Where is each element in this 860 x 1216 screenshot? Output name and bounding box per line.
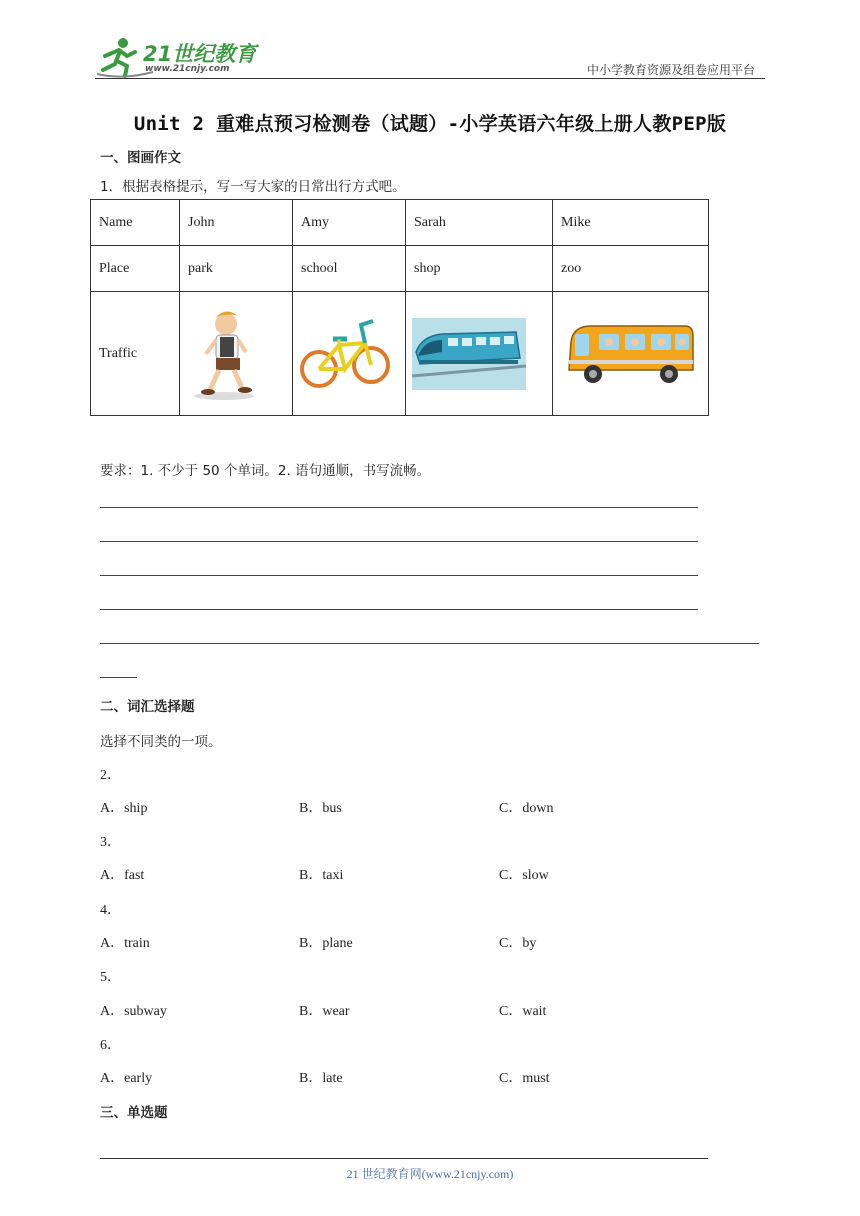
footer-divider: [100, 1158, 708, 1159]
option-a[interactable]: A．fast: [100, 868, 145, 883]
option-c[interactable]: C．slow: [499, 868, 549, 883]
option-a[interactable]: A．subway: [100, 1004, 167, 1019]
option-c[interactable]: C．by: [499, 936, 537, 951]
writing-line[interactable]: [100, 541, 698, 542]
site-tagline: 中小学教育资源及组卷应用平台: [586, 63, 755, 77]
option-c[interactable]: C．down: [499, 801, 554, 816]
footer-text[interactable]: 21 世纪教育网(www.21cnjy.com): [346, 1167, 514, 1181]
question-number: 6．: [100, 1038, 121, 1053]
option-b[interactable]: B．late: [299, 1071, 343, 1086]
row-label-place: Place: [91, 246, 180, 292]
table-row: [91, 292, 709, 416]
writing-line[interactable]: [100, 575, 698, 576]
cell-traffic-sarah: [406, 292, 553, 416]
cell-place-park: park: [180, 246, 293, 292]
option-b[interactable]: B．plane: [299, 936, 353, 951]
site-logo: [93, 34, 263, 80]
section2-instruction: 选择不同类的一项。: [100, 734, 222, 750]
writing-line[interactable]: [100, 507, 698, 508]
option-a[interactable]: A．early: [100, 1071, 153, 1086]
option-b[interactable]: B．taxi: [299, 868, 344, 883]
cell-place-school: school: [293, 246, 406, 292]
header-divider: [95, 78, 765, 79]
option-a[interactable]: A．ship: [100, 801, 148, 816]
section3-heading: 三、单选题: [100, 1105, 168, 1121]
cell-name-john: John: [180, 200, 293, 246]
page-title: Unit 2 重难点预习检测卷（试题）-小学英语六年级上册人教PEP版: [133, 113, 727, 135]
writing-line[interactable]: [100, 677, 137, 678]
writing-line[interactable]: [100, 643, 759, 644]
train-icon: [412, 318, 526, 390]
question-1: 1．根据表格提示，写一写大家的日常出行方式吧。: [100, 179, 406, 195]
writing-requirement: 要求：1. 不少于 50 个单词。2. 语句通顺，书写流畅。: [100, 463, 431, 479]
option-b[interactable]: B．wear: [299, 1004, 350, 1019]
cell-place-shop: shop: [406, 246, 553, 292]
logo-text: 21世纪教育: [143, 42, 257, 66]
section1-heading: 一、图画作文: [100, 150, 181, 166]
row-label-name: Name: [91, 200, 180, 246]
cell-traffic-john: [180, 292, 293, 416]
cell-place-zoo: zoo: [553, 246, 709, 292]
option-c[interactable]: C．wait: [499, 1004, 547, 1019]
question-number: 2．: [100, 768, 121, 783]
table-row: [91, 200, 709, 246]
option-b[interactable]: B．bus: [299, 801, 342, 816]
question-number: 3．: [100, 835, 121, 850]
logo-url: www.21cnjy.com: [145, 64, 230, 74]
question-number: 5．: [100, 970, 121, 985]
traffic-table: [90, 199, 709, 416]
school-bus-icon: [565, 320, 697, 388]
section2-heading: 二、词汇选择题: [100, 699, 195, 715]
option-a[interactable]: A．train: [100, 936, 150, 951]
cell-name-amy: Amy: [293, 200, 406, 246]
bicycle-icon: [299, 309, 391, 399]
walking-boy-icon: [186, 306, 264, 402]
cell-name-mike: Mike: [553, 200, 709, 246]
cell-name-sarah: Sarah: [406, 200, 553, 246]
option-c[interactable]: C．must: [499, 1071, 550, 1086]
cell-traffic-mike: [553, 292, 709, 416]
question-number: 4．: [100, 903, 121, 918]
cell-traffic-amy: [293, 292, 406, 416]
row-label-traffic: Traffic: [91, 292, 180, 416]
writing-line[interactable]: [100, 609, 698, 610]
table-row: [91, 246, 709, 292]
